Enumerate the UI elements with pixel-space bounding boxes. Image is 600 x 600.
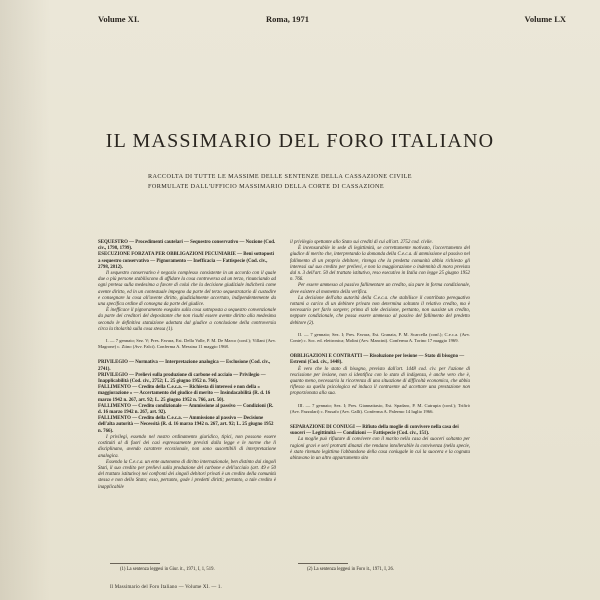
volume-right: Volume LX xyxy=(524,14,566,24)
footnote-right: (2) La sentenza leggesi in Foro it., 1971, I, 26. xyxy=(307,567,394,572)
paragraph: Il sequestro conservativo è negozio complesso consistente in un accordo con il quale due o più persone stabiliscono di affidare la cosa controversa ad un terzo, rinunciando ad ogni pretesa sulla medesima a favore di colui che la decisione giudiziale indicherà come avente diritto, ed in un contestuale impegno da parte del terzo sequestratario di custodire e consegnare la cosa all'avente diritto, giudizialmente accertato, indipendentemente da una specifica ordine di consegna da parte del giudice. xyxy=(98,271,276,308)
subtitle-line-2: FORMULATE DALL'UFFICIO MASSIMARIO DELLA CORTE DI CASSAZIONE xyxy=(148,183,385,190)
paragraph: La decisione dell'alta autorità della C.e.c.a. che stabilisce il contributo perequativo rottami a carico di un debitore privato non determina soltanto il relativo credito, ma è necessario per farlo sorgere; prima di tale decisione, pertanto, non sussiste un credito, neppure condizionale, che possa essere ammesso al passivo del fallimento del predetto debitore (2). xyxy=(290,295,470,326)
heading-obbligazioni: OBBLIGAZIONI E CONTRATTI — Risoluzione per lesione — Stato di bisogno — Estremi (Cod. civ., 1448). xyxy=(290,354,465,366)
page-footer: Il Massimario del Foro Italiano — Volume XI. — 1. xyxy=(110,585,222,590)
right-column xyxy=(290,240,470,462)
heading-privilegio-2: PRIVILEGIO — Prelievi sulla produzione di carbone ed acciaio — Privilegio — Inapplicabilità (Cod. civ., 2752; L. 25 giugno 1952 n. 766). xyxy=(98,372,266,385)
volume-left: Volume XI. xyxy=(98,14,140,24)
heading-separazione: SEPARAZIONE DI CONIUGI — Rifiuto della moglie di convivere nella casa dei suoceri — Legittimità — Condizioni — Fattispecie (Cod. civ., 151). xyxy=(290,425,459,437)
citation: III. — 7 gennaio; Sez. I; Pres. Giannattasio, Est. Spadaro, P. M. Cutrupia (conf.); Trifirò (Avv. Fazzalari) c. Passafo (Avv. Galli). Conferma A. Palermo 14 luglio 1966. xyxy=(290,402,470,414)
heading-fallimento-3: FALLIMENTO — Credito della C.e.c.a. — Ammissione al passivo — Decisione dell'alta autorità — Necessità (R. d. 16 marzo 1942 n. 267, art. 92; L. 25 giugno 1952 n. 766). xyxy=(98,416,274,434)
paragraph: il privilegio spettante allo Stato sui crediti di cui all'art. 2752 cod. civile. xyxy=(290,240,433,245)
paragraph: Per essere ammesso al passivo fallimentare un credito, sia pure in forma condizionale, deve esistere al momento della verifica. xyxy=(290,283,470,295)
paragraph: È inefficace il pignoramento eseguito sulla cosa sottoposta a sequestro convenzionale da parte dei creditori del depositante che non risulti essere avente diritto alla medesima secondo le definitiva statuizione adottata dal giudice a conclusione della controversia circa la titolarità sulla cosa stessa (1). xyxy=(98,308,276,332)
page-edge-shadow xyxy=(0,0,50,600)
heading-privilegio-1: PRIVILEGIO — Normativa — Interpretazione analogica — Esclusione (Cod. civ., 2741). xyxy=(98,360,271,372)
footnote-left: (1) La sentenza leggesi in Giur. it., 1971, I, 1, 519. xyxy=(120,567,215,572)
paragraph: Essendo la C.e.c.a. un ente autonomo di diritto internazionale, ben distinto dai singoli Stati, il suo credito per prelievi sulla produzione del carbone e dell'acciaio (art. 49 e 50 del trattato istitutivo) nei confronti dei singoli debitori privati è un credito della comunità stessa e non dello Stato; esso, pertanto, gode i predetti diritti; pertanto, a tale credito è inapplicabile xyxy=(98,459,276,490)
paragraph: È incensurabile in sede di legittimità, se correttamente motivato, l'accertamento del giudice di merito che, interpretando la domanda della C.e.c.a. di ammissione al passivo nel fallimento di un proprio debitore, ritenga che la predetta comunità abbia richiesto gli interessi sul suo credito per prelievi, e non la maggiorazione o indennità di mora prevista dal n. 3 dell'art. 50 del trattato istitutivo, reso esecutivo in Italia con legge 25 giugno 1952 n. 766. xyxy=(290,246,470,283)
masthead-title: IL MASSIMARIO DEL FORO ITALIANO xyxy=(105,130,495,152)
subtitle-line-1: RACCOLTA DI TUTTE LE MASSIME DELLE SENTENZE DELLA CASSAZIONE CIVILE xyxy=(148,173,412,180)
paragraph: I privilegi, essendo nel nostro ordinamento giuridico, tipici, non possono essere costituiti al di fuori dei casi espressamente previsti dalla legge e le norme che li disciplinano, avendo carattere eccezionale, non sono suscettibili di interpretazione analogica. xyxy=(98,434,276,459)
paragraph: La moglie può rifiutare di convivere con il marito nella casa dei suoceri soltanto per ragioni gravi e seri protratti dinanzi che rendano intollerabile la convivenza (nella specie, è stato ritenuto legittimo l'abbandono della casa coniugale in cui la suocera e la cognata abitavano in un altro appartamento sito xyxy=(290,437,470,462)
footnote-rule-left xyxy=(110,563,160,564)
place-date: Roma, 1971 xyxy=(266,14,309,24)
heading-fallimento-1: FALLIMENTO — Credito della C.e.c.a. — Richiesta di interessi e non della « maggiorazione » — Accertamento del giudice di merito — Insindacabilità (R. d. 16 marzo 1942 n. 267, art. 92; L. 25 giugno 1952 n. 766, art. 50). xyxy=(98,385,271,403)
citation: II. — 7 gennaio; Sez. I; Pres. Favara, Est. Granata, P. M. Scarcella (conf.); C.e.c.a. (Avv. Conte) c. Soc. ed. elettronica; Molini (Avv. Mancini). Conferma A. Torino 17 maggio 1969. xyxy=(290,331,470,344)
heading-sequestro: SEQUESTRO — Procedimenti cautelari — Sequestro conservativo — Nozione (Cod. civ., 1798, 1799). xyxy=(98,240,276,252)
footnote-rule-right xyxy=(298,563,348,564)
paragraph: È vero che lo stato di bisogno, previsto dall'art. 1448 cod. civ. per l'azione di rescissione per lesione, non si identifica con lo stato di indigenza, è anche vero che è, quanto meno, necessaria la ricorrenza di una situazione di difficoltà economica, che abbia riflesso su quella psicologica ed induca il contraente ad accettare una prestazione non proporzionata alla sua. xyxy=(290,366,470,397)
running-header xyxy=(98,14,566,26)
citation: I. — 7 gennaio; Sez. V; Pres. Favara, Est. Della Valle, P. M. De Marco (conf.); Villani (Avv. Magrone) c. Ziino (Avv. Falci). Conferma A. Messina 11 maggio 1968. xyxy=(98,338,276,350)
left-column xyxy=(98,240,276,491)
heading-esecuzione: ESECUZIONE FORZATA PER OBBLIGAZIONI PECUNIARIE — Beni sottoposti a sequestro conservativo — Pignoramento — Inefficacia — Fattispecie (Cod. civ., 2798, 2812). xyxy=(98,252,275,270)
heading-fallimento-2: FALLIMENTO — Credito condizionale — Ammissione al passivo — Condizioni (R. d. 16 marzo 1942 n. 267, art. 92). xyxy=(98,403,274,416)
